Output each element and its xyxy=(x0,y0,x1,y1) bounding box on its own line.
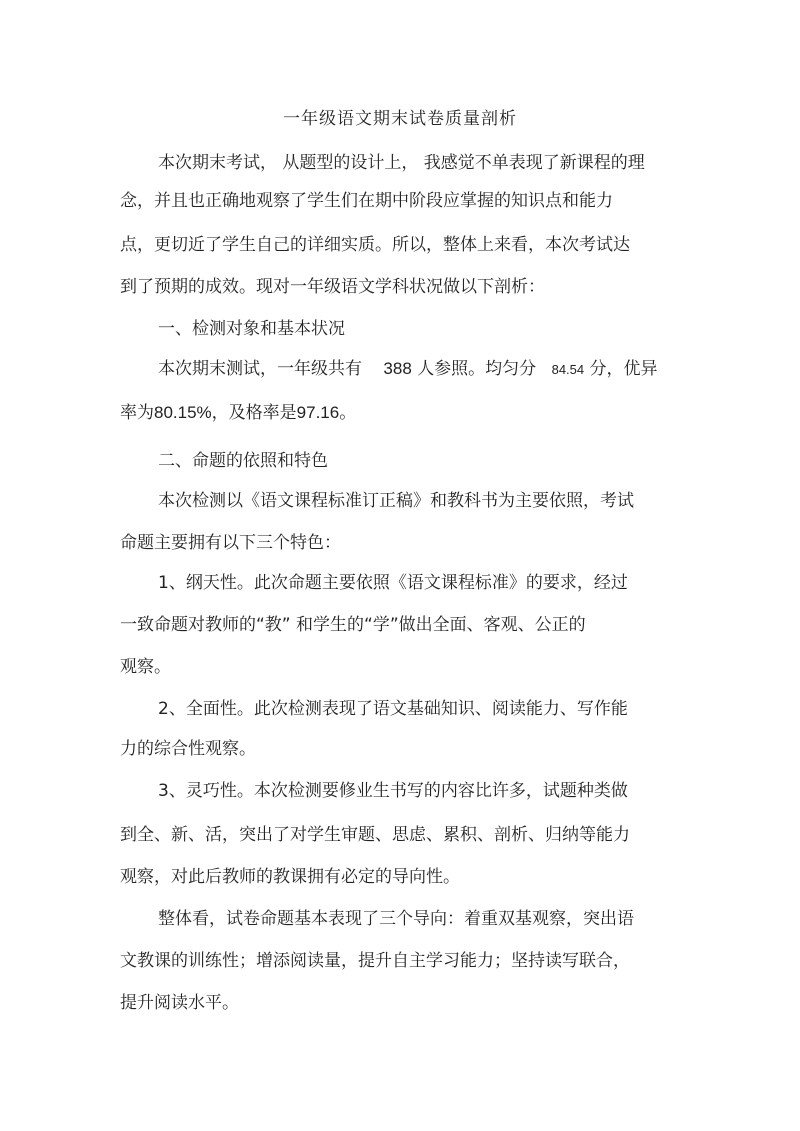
paragraph-line: 观察。 xyxy=(120,657,171,677)
stats-line xyxy=(158,358,658,381)
stats-text: ，及格率是 xyxy=(211,403,297,423)
paragraph-line: 本次检测以《语文课程标准订正稿》和教科书为主要依照，考试 xyxy=(158,491,634,511)
paragraph-line: 文教课的训练性；增添阅读量，提升自主学习能力；坚持读写联合， xyxy=(120,951,630,971)
stats-text: 分，优异 xyxy=(589,359,658,379)
paragraph-line: 点，更切近了学生自己的详细实质。所以，整体上来看，本次考试达 xyxy=(120,235,630,255)
paragraph-line: 力的综合性观察。 xyxy=(120,739,256,759)
paragraph-line: 一致命题对教师的“教” 和学生的“学”做出全面、客观、公正的 xyxy=(120,615,586,635)
section-heading: 一、检测对象和基本状况 xyxy=(158,319,345,339)
stats-line xyxy=(120,402,356,424)
paragraph-line: 1、纲天性。此次命题主要依照《语文课程标准》的要求，经过 xyxy=(158,573,628,593)
participants-count: 388 xyxy=(383,359,412,378)
paragraph-line: 到全、新、活，突出了对学生审题、思虑、累积、剖析、归纳等能力 xyxy=(120,825,630,845)
stats-text: 人参照。均匀分 xyxy=(417,359,537,379)
paragraph-line: 3、灵巧性。本次检测要修业生书写的内容比许多，试题种类做 xyxy=(158,781,628,801)
section-heading: 二、命题的依照和特色 xyxy=(158,451,328,471)
paragraph-line: 命题主要拥有以下三个特色： xyxy=(120,533,341,553)
stats-text: 本次期末测试，一年级共有 xyxy=(158,359,362,379)
paragraph-line: 提升阅读水平。 xyxy=(120,993,239,1013)
paragraph-line: 本次期末考试， 从题型的设计上， 我感觉不单表现了新课程的理 xyxy=(158,153,645,173)
paragraph-line: 到了预期的成效。现对一年级语文学科状况做以下剖析： xyxy=(120,277,545,297)
excellent-rate: 80.15% xyxy=(154,403,212,422)
paragraph-line: 2、全面性。此次检测表现了语文基础知识、阅读能力、写作能 xyxy=(158,699,628,719)
paragraph-line: 观察，对此后教师的教课拥有必定的导向性。 xyxy=(120,867,460,887)
document-title: 一年级语文期末试卷质量剖析 xyxy=(283,109,517,129)
average-score: 84.54 xyxy=(551,362,585,377)
stats-text: 率为 xyxy=(120,403,154,423)
paragraph-line: 整体看，试卷命题基本表现了三个导向：着重双基观察，突出语 xyxy=(158,909,634,929)
paragraph-line: 念，并且也正确地观察了学生们在期中阶段应掌握的知识点和能力 xyxy=(120,191,613,211)
pass-rate: 97.16 xyxy=(296,403,340,422)
stats-text: 。 xyxy=(339,403,357,423)
